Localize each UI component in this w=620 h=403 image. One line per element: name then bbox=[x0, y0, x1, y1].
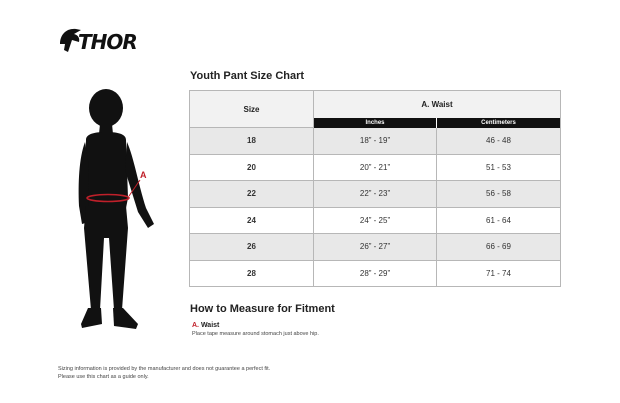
size-cell: 20 bbox=[190, 155, 314, 181]
inches-cell: 28” - 29” bbox=[314, 261, 437, 288]
cm-cell: 56 - 58 bbox=[486, 189, 511, 199]
table-row bbox=[190, 261, 560, 288]
waist-name: Waist bbox=[200, 322, 220, 329]
waist-instruction-text: Place tape measure around stomach just above hip. bbox=[192, 331, 319, 337]
disclaimer-line-1: Sizing information is provided by the manufacturer and does not guarantee a perfect fit. bbox=[58, 366, 271, 372]
brand-logo bbox=[58, 26, 150, 56]
cm-cell: 46 - 48 bbox=[486, 136, 511, 146]
table-body bbox=[190, 128, 560, 287]
table-row bbox=[190, 181, 560, 208]
centimeters-header: Centimeters bbox=[437, 118, 560, 128]
size-cell: 24 bbox=[190, 208, 314, 234]
table-row bbox=[190, 155, 560, 182]
inches-cell: 26” - 27” bbox=[314, 234, 437, 260]
table-row bbox=[190, 128, 560, 155]
measure-title: How to Measure for Fitment bbox=[190, 303, 335, 315]
size-cell: 26 bbox=[190, 234, 314, 260]
inches-cell: 20” - 21” bbox=[314, 155, 437, 181]
inches-header: Inches bbox=[314, 118, 437, 128]
waist-group-header: A. Waist bbox=[314, 91, 560, 118]
size-header: Size bbox=[190, 91, 314, 128]
waist-letter: A. bbox=[192, 322, 199, 329]
cm-cell: 66 - 69 bbox=[486, 242, 511, 252]
inches-cell: 22” - 23” bbox=[314, 181, 437, 207]
size-cell: 28 bbox=[190, 261, 314, 288]
cm-cell: 71 - 74 bbox=[486, 269, 511, 279]
table-row bbox=[190, 208, 560, 235]
waist-marker-label: A bbox=[140, 170, 147, 180]
brand-name: THOR bbox=[78, 30, 137, 54]
table-row bbox=[190, 234, 560, 261]
size-chart-table bbox=[189, 90, 561, 287]
size-cell: 22 bbox=[190, 181, 314, 207]
disclaimer-line-2: Please use this chart as a guide only. bbox=[58, 374, 149, 380]
cm-cell: 51 - 53 bbox=[486, 162, 511, 172]
inches-cell: 18” - 19” bbox=[314, 128, 437, 154]
inches-cell: 24” - 25” bbox=[314, 208, 437, 234]
disclaimer bbox=[58, 365, 270, 381]
size-cell: 18 bbox=[190, 128, 314, 154]
youth-figure-illustration bbox=[76, 88, 166, 334]
cm-cell: 61 - 64 bbox=[486, 215, 511, 225]
chart-title: Youth Pant Size Chart bbox=[190, 70, 305, 82]
waist-instruction-label bbox=[192, 322, 219, 329]
